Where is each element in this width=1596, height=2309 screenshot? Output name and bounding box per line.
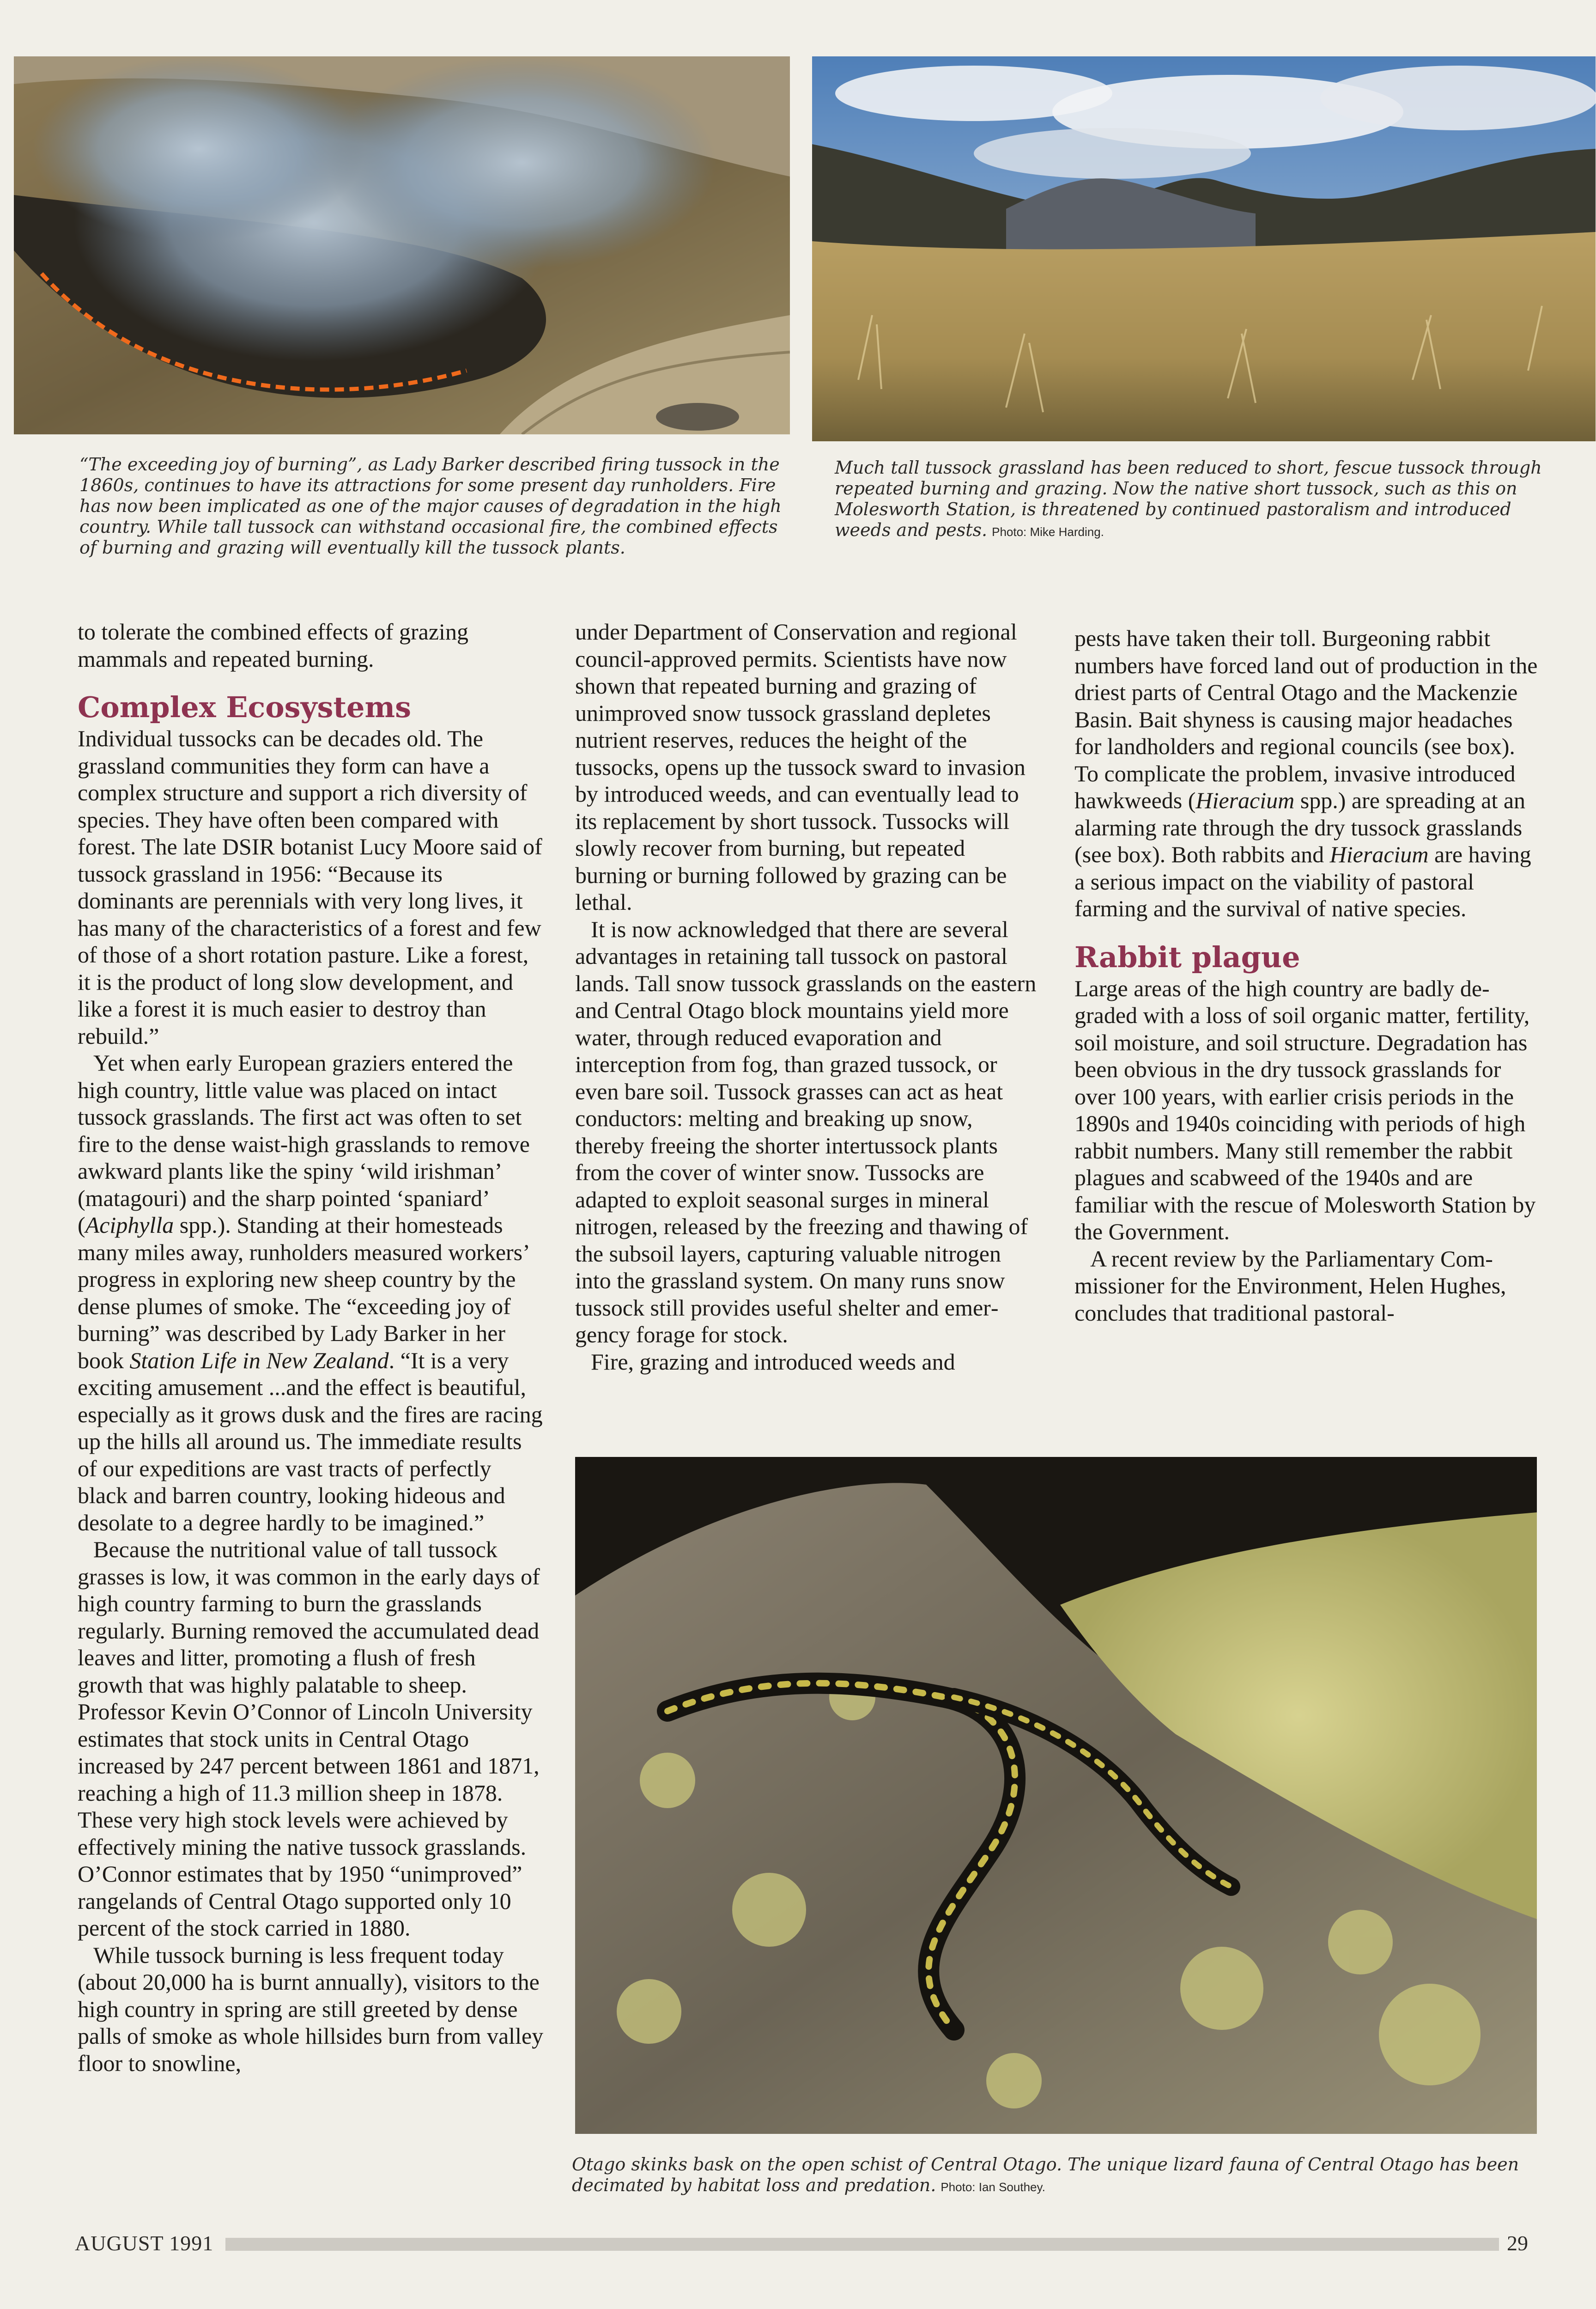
col1-para-2-text-c: . “It is a very exciting amusement ...and the effect is beautiful, especially as it grows dusk and the fires are racing up the hills all around us. The immediate results of our expeditions are vast tracts of perfectly black and barren country, looking hideous and desolate to a degree hardly to be imagined.”: [78, 1347, 543, 1535]
otago-skinks-photo: [575, 1457, 1537, 2134]
aciphylla-italic: Aciphylla: [85, 1212, 174, 1238]
hieracium-italic-2: Hieracium: [1329, 841, 1429, 867]
article-column-3: [1074, 625, 1541, 1326]
heading-complex-ecosystems: Complex Ecosystems: [78, 690, 411, 724]
footer-rule: [225, 2238, 1499, 2251]
fire-photo-caption: [79, 454, 786, 558]
col1-para-3: Because the nutritional value of tall tussock grasses is low, it was common in the early days of high country farming to burn the grasslands regularly. Burning removed the accumulated dead leaves and litter, promoting a flush of fresh growth that was highly palatable to sheep. Professor Kevin O’Connor of Lincoln University estimates that stock units in Central Otago increased by 247 percent between 1861 and 1871, reaching a high of 11.3 million sheep in 1878. These very high stock levels were achieved by effectively mining the native tussock grasslands. O’Connor estimates that by 1950 “unimproved” rangelands of Central Otago supported only 10 percent of the stock carried in 1880.: [78, 1536, 540, 1941]
col2-para-1: under Department of Conservation and regional council-approved permits. Scientists have now shown that repeated burning and grazing of unimproved snow tussock grassland depletes nutrient reserves, reduces the height of the tussocks, opens up the tussock sward to invasion by introduced weeds, and can eventually lead to its replacement by short tussock. Tussocks will slowly recover from burning, but repeated burning or burning followed by grazing can be lethal.: [575, 619, 1026, 915]
grassland-photo-credit: Photo: Mike Harding.: [992, 525, 1104, 539]
col2-para-3: Fire, grazing and introduced weeds and: [591, 1348, 955, 1375]
grassland-photo-caption: [835, 457, 1553, 542]
col1-para-0: to tolerate the combined effects of grazing mammals and repeated burning.: [78, 619, 468, 672]
skinks-photo-caption: [572, 2154, 1542, 2198]
col3-para-1-text-a: pests have taken their toll. Burgeoning rabbit numbers have forced land out of production in the driest parts of Central Otago and the Mackenzie Basin. Bait shyness is causing major headaches for landholders and regional councils (see box). To complicate the problem, invasive introduced hawkweeds (: [1074, 625, 1538, 813]
tussock-fire-photo: [14, 56, 790, 434]
col3-para-1-text-b: spp.) are spreading at an alarming rate through the dry tussock grasslands (see box). Both rabbits and: [1074, 787, 1526, 867]
grassland-caption-text: Much tall tussock grassland has been reduced to short, fescue tussock through repeated burning and grazing. Now the native short tussock, such as this on Molesworth Station, is threatened by continued pastoralism and introduced weeds and pests.: [835, 457, 1542, 540]
book-title-italic: Station Life in New Zealand: [129, 1347, 389, 1373]
col1-para-1: Individual tussocks can be decades old. The grassland communities they form can have a complex structure and support a rich diversity of species. They have often been compared with forest. The late DSIR botanist Lucy Moore said of tussock grassland in 1956: “Because its dominants are perennials with very long lives, it has many of the characteristics of a forest and few of those of a short rotation pasture. Like a forest, it is the product of long slow development, and like a forest it is much easier to destroy than rebuild.”: [78, 725, 542, 1049]
issue-date: AUGUST 1991: [75, 2231, 214, 2255]
page-number: 29: [1507, 2231, 1528, 2255]
skinks-photo-credit: Photo: Ian Southey.: [941, 2180, 1045, 2194]
col1-para-2-text-b: spp.). Standing at their homesteads many miles away, runholders measured workers’ progress in exploring new sheep country by the dense plumes of smoke. The “exceeding joy of burning” was described by Lady Barker in her book: [78, 1212, 529, 1373]
col3-para-1-text-c: are having a serious impact on the viability of pastoral farming and the survival of native species.: [1074, 841, 1531, 921]
col1-para-4: While tussock burning is less frequent today (about 20,000 ha is burnt annually), visitors to the high country in spring are still greeted by dense palls of smoke as whole hillsides burn from valley floor to snowline,: [78, 1942, 544, 2076]
article-column-2: [575, 618, 1042, 1375]
col2-para-2: It is now acknowledged that there are several advantages in retaining tall tussock on pastoral lands. Tall snow tussock grasslands on the eastern and Central Otago block mountains yield more water, through reduced evaporation and interception from fog, than grazed tussock, or even bare soil. Tussock grasses can act as heat conductors: melting and breaking up snow, thereby freeing the shorter intertussock plants from the cover of winter snow. Tussocks are adapted to exploit seasonal surges in mineral nitrogen, released by the freezing and thawing of the subsoil layers, capturing valuable nitrogen into the grassland system. On many runs snow tussock still provides useful shelter and emergency forage for stock.: [575, 916, 1037, 1347]
fire-caption-text: “The exceeding joy of burning”, as Lady Barker described firing tussock in the 1860s, continues to have its attractions for some present day runholders. Fire has now been implicated as one of the major causes of degradation in the high country. While tall tussock can withstand occasional fire, the combined effects of burning and grazing will eventually kill the tussock plants.: [79, 454, 782, 558]
col3-para-3: A recent review by the Parliamentary Commissioner for the Environment, Helen Hughes, concludes that traditional pastoral-: [1074, 1245, 1506, 1326]
heading-rabbit-plague: Rabbit plague: [1074, 940, 1300, 974]
tussock-grassland-photo: [812, 56, 1596, 441]
col1-para-2-text-a: Yet when early European graziers entered the high country, little value was placed on intact tussock grasslands. The first act was often to set fire to the dense waist-high grasslands to remove awkward plants like the spiny ‘wild irishman’ (matagouri) and the sharp pointed ‘spaniard’ (: [78, 1050, 530, 1238]
hieracium-italic-1: Hieracium: [1195, 787, 1295, 813]
col3-para-2: Large areas of the high country are badly degraded with a loss of soil organic matter, fertility, soil moisture, and soil structure. Degradation has been obvious in the dry tussock grasslands for over 100 years, with earlier crisis periods in the 1890s and 1940s coinciding with periods of high rabbit numbers. Many still remember the rabbit plagues and scabweed of the 1940s and are familiar with the rescue of Molesworth Station by the Government.: [1074, 975, 1536, 1244]
skinks-caption-text: Otago skinks bask on the open schist of Central Otago. The unique lizard fauna of Central Otago has been decimated by habitat loss and predation.: [572, 2154, 1519, 2195]
col3-para-1: [1074, 625, 1541, 922]
col1-para-2: [78, 1049, 544, 1536]
article-column-1: [78, 618, 544, 2077]
